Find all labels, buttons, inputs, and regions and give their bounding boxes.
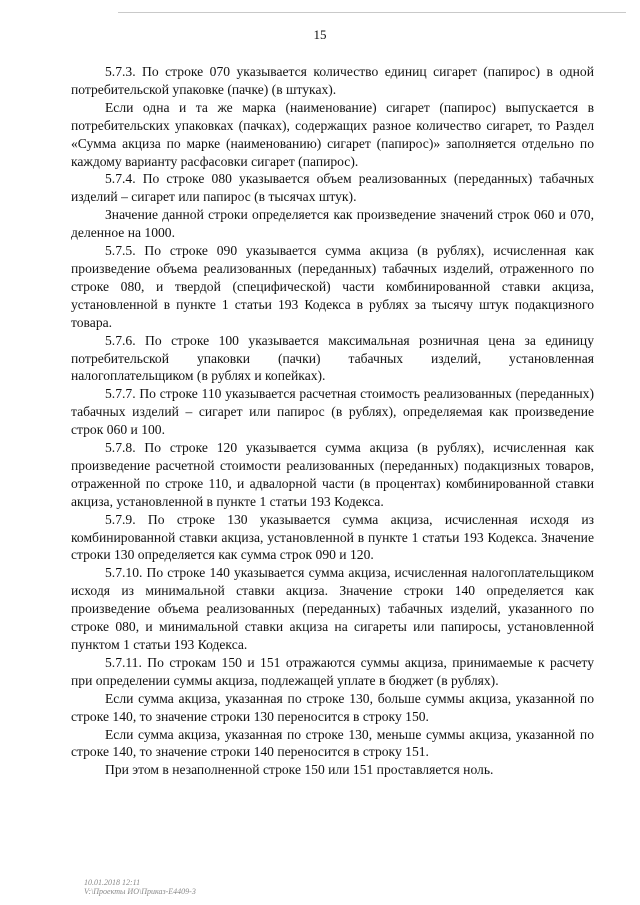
paragraph-5-7-10: 5.7.10. По строке 140 указывается сумма акциза, исчисленная налогоплательщиком исходя из минимальной ставки акциза. Значение строки 140 определяется как произведение объема реализованных (переданных) табачных изделий, указанного по строке 080, и минимальной ставки акциза на сигареты или папиросы, установленной пунктом 1 статьи 193 Кодекса. (71, 565, 594, 652)
paragraph-5-7-6: 5.7.6. По строке 100 указывается максимальная розничная цена за единицу потребительской упаковки (пачки) табачных изделий, установленная налогоплательщиком (в рублях и копейках). (71, 332, 594, 384)
paragraph-line-151-rule: Если сумма акциза, указанная по строке 130, меньше суммы акциза, указанной по строке 140, то значение строки 140 переносится в строку 151. (71, 726, 594, 760)
paragraph-5-7-7: 5.7.7. По строке 110 указывается расчетная стоимость реализованных (переданных) табачных изделий – сигарет или папирос (в рублях), определяемая как произведение строк 060 и 100. (71, 386, 594, 438)
paragraph-5-7-9: 5.7.9. По строке 130 указывается сумма акциза, исчисленная исходя из комбинированной ставки акциза, установленной в пункте 1 статьи 193 Кодекса. Значение строки 130 определяется как сумма строк 090 и 120. (71, 511, 594, 563)
footer-timestamp: 10.01.2018 12:11 (84, 878, 141, 887)
paragraph-5-7-4: 5.7.4. По строке 080 указывается объем реализованных (переданных) табачных изделий – сигарет или папирос (в тысячах штук). (71, 171, 594, 205)
paragraph-5-7-11: 5.7.11. По строкам 150 и 151 отражаются суммы акциза, принимаемые к расчету при определении суммы акциза, подлежащей уплате в бюджет (в рублях). (71, 654, 594, 688)
document-body (71, 63, 594, 779)
paragraph-5-7-5: 5.7.5. По строке 090 указывается сумма акциза (в рублях), исчисленная как произведение объема реализованных (переданных) табачных изделий, отраженного по строке 080, и твердой (специфической) части комбинированной ставки акциза, установленной в пункте 1 статьи 193 Кодекса в рублях за тысячу штук подакцизного товара. (71, 243, 594, 330)
page-number: 15 (313, 27, 327, 42)
paragraph-line-150-rule: Если сумма акциза, указанная по строке 130, больше суммы акциза, указанной по строке 140, то значение строки 130 переносится в строку 150. (71, 690, 594, 724)
paragraph-5-7-8: 5.7.8. По строке 120 указывается сумма акциза (в рублях), исчисленная как произведение расчетной стоимости реализованных (переданных) подакцизных товаров, отраженной по строке 110, и адвалорной части (в процентах) комбинированной ставки акциза, установленной в пункте 1 статьи 193 Кодекса. (71, 440, 594, 509)
footer-file-path: V:\Проекты ИО\Приказ-E4409-3 (84, 887, 196, 896)
paragraph-line-080-value: Значение данной строки определяется как произведение значений строк 060 и 070, деленное на 1000. (71, 207, 594, 241)
top-border-line (118, 12, 626, 13)
footer-file-info (84, 878, 196, 896)
paragraph-5-7-3: 5.7.3. По строке 070 указывается количество единиц сигарет (папирос) в одной потребительской упаковке (пачке) (в штуках). (71, 64, 594, 97)
paragraph-zero-rule: При этом в незаполненной строке 150 или 151 проставляется ноль. (105, 762, 494, 778)
paragraph-packaging: Если одна и та же марка (наименование) сигарет (папирос) выпускается в потребительских упаковках (пачках), содержащих разное количество сигарет, то Раздел «Сумма акциза по марке (наименованию) сигарет (папирос)» заполняется отдельно по каждому варианту расфасовки сигарет (папирос). (71, 99, 594, 169)
